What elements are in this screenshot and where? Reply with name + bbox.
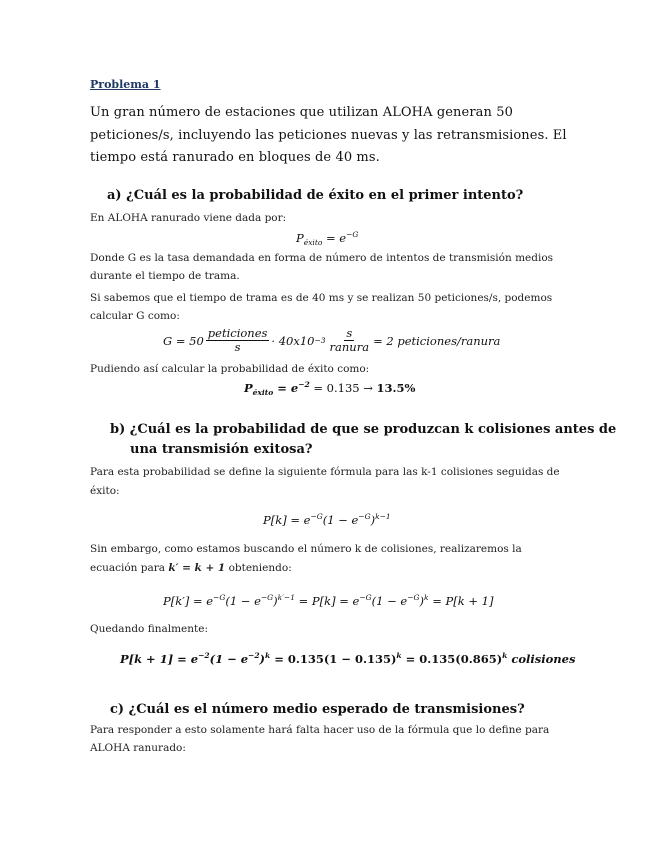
b-text-5: Quedando finalmente: [90, 623, 208, 635]
b-equation-1: $P[k] = e^{-G}(1 - e^{-G})^{k-1}$ [263, 512, 391, 527]
a-text-3: durante el tiempo de trama. [90, 270, 240, 282]
intro-line-3: tiempo está ranurado en bloques de 40 ms. [90, 150, 380, 165]
question-b-line-1: b) ¿Cuál es la probabilidad de que se produzcan k colisiones antes de [110, 422, 617, 437]
a-equation-2: G = 50 $\frac{\text{peticiones}}{s}$ · 40x10 −3 $\frac{s}{\text{ranura}}$ = 2 peticiones/ranura [163, 326, 501, 354]
a-text-2: Donde G es la tasa demandada en forma de número de intentos de transmisión medios [90, 252, 554, 264]
b-text-4: ecuación para k′ = k + 1 obteniendo: [90, 562, 292, 574]
a-equation-1: $P_{éxito} = e^{-G}$ [296, 230, 359, 248]
c-text-1: Para responder a esto solamente hará falta hacer uso de la fórmula que lo define para [90, 724, 550, 736]
question-c: c) ¿Cuál es el número medio esperado de transmisiones? [110, 702, 525, 717]
intro-line-2: peticiones/s, incluyendo las peticiones nuevas y las retransmisiones. El [90, 128, 567, 143]
b-text-2: éxito: [90, 485, 120, 497]
c-text-2: ALOHA ranurado: [90, 742, 186, 754]
question-b-line-2: una transmisión exitosa? [130, 442, 313, 457]
a-text-4: Si sabemos que el tiempo de trama es de 40 ms y se realizan 50 peticiones/s, podemos [90, 292, 553, 304]
a-text-6: Pudiendo así calcular la probabilidad de éxito como: [90, 363, 370, 375]
intro-line-1: Un gran número de estaciones que utilizan ALOHA generan 50 [90, 105, 513, 120]
page-title: Problema 1 [90, 78, 161, 91]
b-text-1: Para esta probabilidad se define la siguiente fórmula para las k-1 colisiones seguidas de [90, 466, 560, 478]
a-text-5: calcular G como: [90, 310, 180, 322]
b-equation-2: $P[k'] = e^{-G}(1 - e^{-G})^{k'-1} = P[k] = e^{-G}(1 - e^{-G})^k = P[k + 1]$ [163, 593, 494, 608]
question-a: a) ¿Cuál es la probabilidad de éxito en el primer intento? [107, 188, 524, 203]
b-text-3: Sin embargo, como estamos buscando el número k de colisiones, realizaremos la [90, 543, 522, 555]
b-equation-3: $P[k + 1] = e^{-2}(1 - e^{-2})^k = 0.135(1 - 0.135)^k = 0.135(0.865)^k$ colisiones [120, 651, 576, 666]
a-text-1: En ALOHA ranurado viene dada por: [90, 212, 287, 224]
a-equation-3: $P_{éxito} = e^{-2} = 0.135 \to 13.5\%$ [244, 380, 416, 398]
